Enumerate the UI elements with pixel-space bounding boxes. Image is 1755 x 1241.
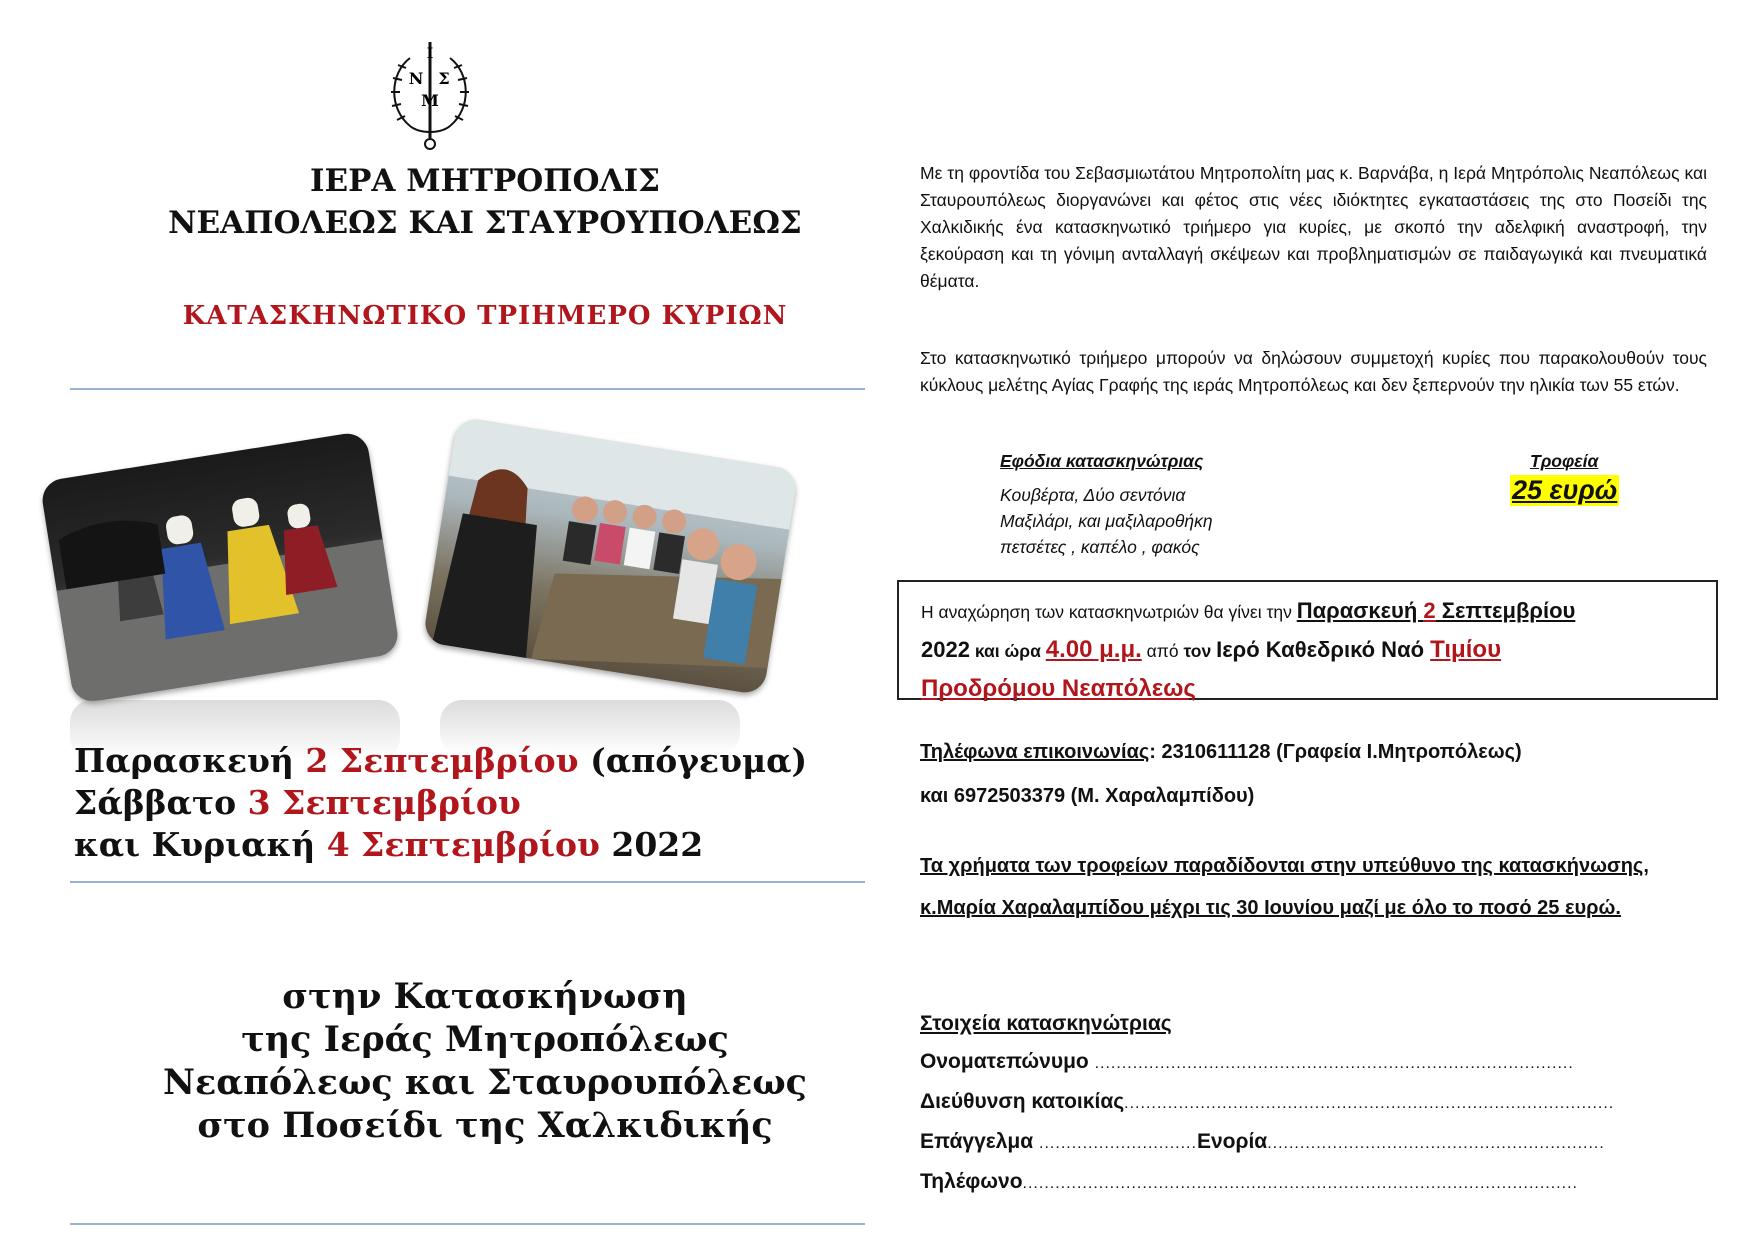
kit-item: πετσέτες , καπέλο , φακός <box>1000 537 1200 557</box>
payment-note: Τα χρήματα των τροφείων παραδίδονται στην υπεύθυνο της κατασκήνωσης, κ.Μαρία Χαραλαμπίδου μέχρι τις 30 Ιουνίου μαζί με όλο το ποσό 25 ευρώ. <box>920 855 1649 919</box>
place-line-2: της Ιεράς Μητροπόλεως <box>241 1019 729 1060</box>
place-line-3: Νεαπόλεως και Σταυρουπόλεως <box>163 1062 807 1103</box>
fee-heading: Τροφεία <box>1530 451 1599 471</box>
kit-list <box>1000 482 1213 560</box>
kit-item: Μαξιλάρι, και μαξιλαροθήκη <box>1000 511 1213 531</box>
emblem-letter-bottom: Μ <box>421 91 439 110</box>
fee-value: 25 ευρώ <box>1512 475 1618 505</box>
date-line-3: και Κυριακή 4 Σεπτεμβρίου 2022 <box>74 825 704 864</box>
intro-paragraph-2: Στο κατασκηνωτικό τριήμερο μπορούν να δηλώσουν συμμετοχή κυρίες που παρακολουθούν τους κύκλους μελέτης Αγίας Γραφής της ιεράς Μητροπόλεως και δεν ξεπερνούν την ηλικία των 55 ετών. <box>920 348 1707 395</box>
date-line-2: Σάββατο 3 Σεπτεμβρίου <box>74 783 521 822</box>
form-heading: Στοιχεία κατασκηνώτριας <box>920 1012 1172 1035</box>
emblem-letter-right: Σ <box>438 69 450 88</box>
contact-line-1: Τηλέφωνα επικοινωνίας: 2310611128 (Γραφεία Ι.Μητροπόλεως) <box>920 741 1522 763</box>
group-photo <box>422 416 798 695</box>
divider-bottom <box>70 1223 865 1225</box>
divider-middle <box>70 881 865 883</box>
title-line-1: ΙΕΡΑ ΜΗΤΡΟΠΟΛΙΣ <box>309 163 661 199</box>
kit-item: Κουβέρτα, Δύο σεντόνια <box>1000 485 1186 505</box>
form-row-phone[interactable]: Τηλέφωνο...................................................................................................... <box>920 1170 1578 1193</box>
departure-box: Η αναχώρηση των κατασκηνωτριών θα γίνει την Παρασκευή 2 Σεπτεμβρίου 2022 και ώρα 4.00 μ.μ. από τον Ιερό Καθεδρικό Ναό Τιμίου Προδρόμου Νεαπόλεως <box>897 580 1718 700</box>
emblem-letter-left: Ν <box>408 69 424 88</box>
place-line-4: στο Ποσείδι της Χαλκιδικής <box>197 1105 773 1146</box>
intro-paragraph-1: Με τη φροντίδα του Σεβασμιωτάτου Μητροπολίτη μας κ. Βαρνάβα, η Ιερά Μητρόπολις Νεαπόλεως και Σταυρουπόλεως διοργανώνει και φέτος στις νέες ιδιόκτητες εγκαταστάσεις της στο Ποσείδι της Χαλκιδικής ένα κατασκηνωτικό τριήμερο για κυρίες, με σκοπό την αδελφική αναστροφή, την ξεκούραση και τη γόνιμη ανταλλαγή σκέψεων και προβληματισμών σε παιδαγωγικά και πνευματικά θέματα. <box>920 163 1707 291</box>
dance-photo <box>39 431 400 705</box>
date-line-1: Παρασκευή 2 Σεπτεμβρίου (απόγευμα) <box>74 741 808 780</box>
metropolis-emblem <box>380 38 480 156</box>
place-line-1: στην Κατασκήνωση <box>282 976 688 1017</box>
form-row-job-parish[interactable]: Επάγγελμα .............................Ενορία.............................................................. <box>920 1130 1605 1153</box>
camp-subtitle: ΚΑΤΑΣΚΗΝΩΤΙΚΟ ΤΡΙΗΜΕΡΟ ΚΥΡΙΩΝ <box>182 301 788 331</box>
contact-line-2: και 6972503379 (Μ. Χαραλαμπίδου) <box>920 785 1255 807</box>
emblem-letter-top: Ι <box>426 46 434 62</box>
title-line-2: ΝΕΑΠΟΛΕΩΣ ΚΑΙ ΣΤΑΥΡΟΥΠΟΛΕΩΣ <box>168 205 802 241</box>
form-row-name[interactable]: Ονοματεπώνυμο ........................................................................................ <box>920 1050 1574 1073</box>
contact-info <box>920 730 1522 818</box>
dance-figures <box>39 431 400 705</box>
camp-location <box>65 975 905 1147</box>
camp-dates <box>74 740 807 866</box>
registration-form <box>920 1005 1614 1203</box>
form-row-address[interactable]: Διεύθυνση κατοικίας.......................................................................................... <box>920 1090 1615 1113</box>
kit-heading: Εφόδια κατασκηνώτριας <box>1000 451 1204 471</box>
divider-top <box>70 388 865 390</box>
group-figures <box>422 416 798 695</box>
